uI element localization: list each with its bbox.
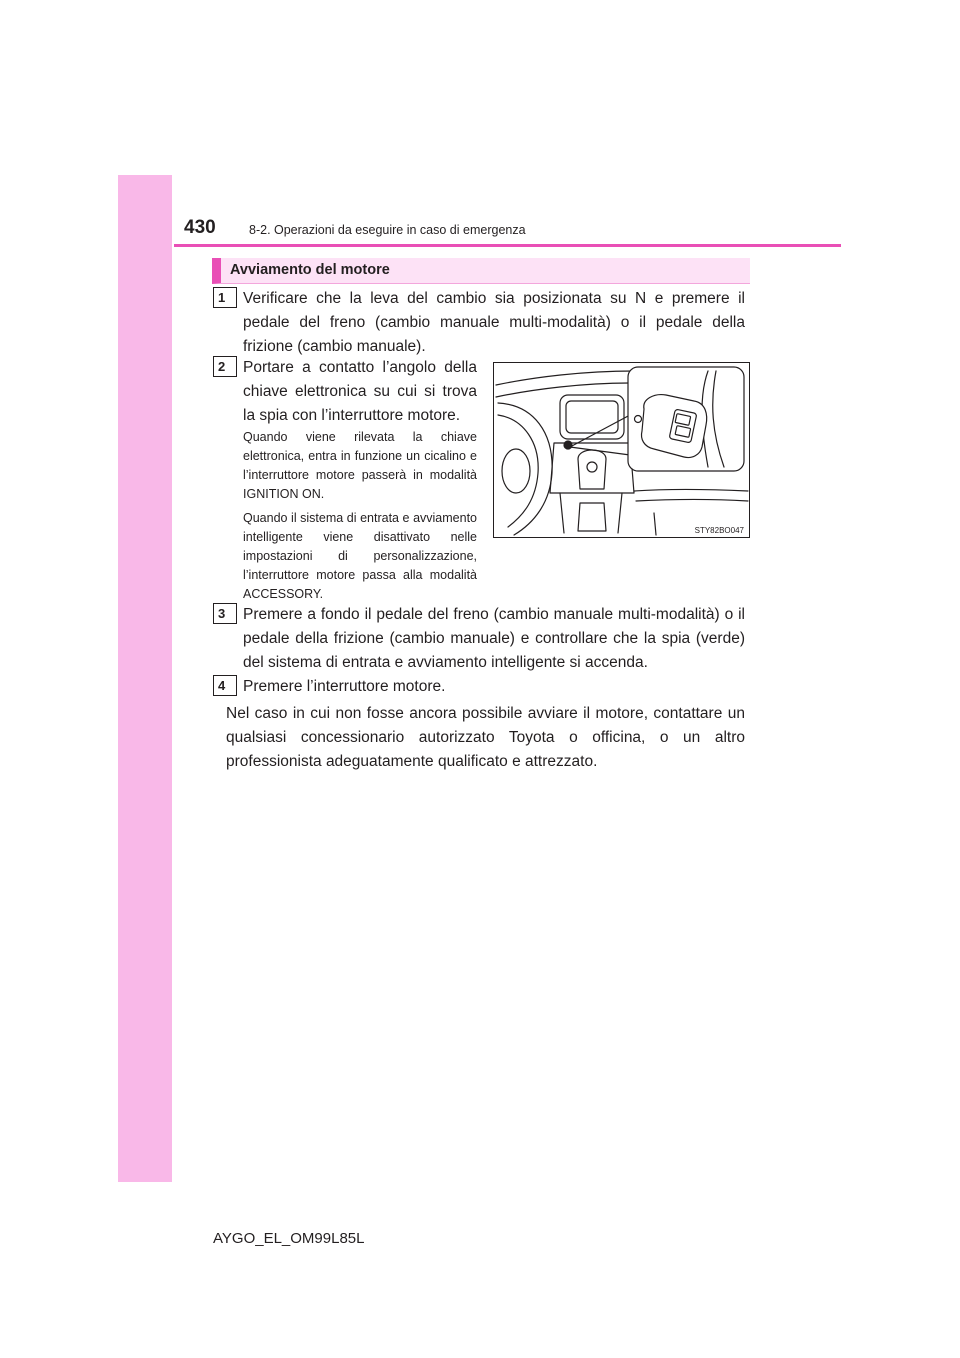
header-divider: [174, 244, 841, 247]
document-code: AYGO_EL_OM99L85L: [213, 1230, 365, 1247]
step-number-4: 4: [213, 675, 237, 696]
step-number-1: 1: [213, 287, 237, 308]
side-tab-band: [118, 175, 172, 1182]
dashboard-key-illustration: [493, 362, 750, 538]
dashboard-key-icon: [494, 363, 749, 537]
figure-code: STY82BO047: [694, 526, 744, 535]
step-number-2: 2: [213, 356, 237, 377]
page-number: 430: [184, 217, 216, 238]
step-2-note-2: Quando il sistema di entrata e avviamento intelligente viene disattivato nelle impostazioni di personalizzazione, l’interruttore motore passa alla modalità ACCESSORY.: [243, 511, 477, 601]
step-2-note-1: Quando viene rilevata la chiave elettronica, entra in funzione un cicalino e l’interruttore motore passerà in modalità IGNITION ON.: [243, 430, 477, 501]
step-1-text: Verificare che la leva del cambio sia posizionata su N e premere il pedale del freno (cambio manuale multi-modalità) o il pedale della frizione (cambio manuale).: [243, 290, 745, 355]
section-heading: Avviamento del motore: [212, 258, 750, 284]
step-2-text: Portare a contatto l’angolo della chiave elettronica su cui si trova la spia con l’interruttore motore.: [243, 359, 477, 424]
section-title: 8-2. Operazioni da eseguire in caso di emergenza: [249, 223, 526, 237]
step-4-text: Premere l’interruttore motore.: [243, 678, 446, 695]
step-3-text: Premere a fondo il pedale del freno (cambio manuale multi-modalità) o il pedale della frizione (cambio manuale) e controllare che la spia (verde) del sistema di entrata e avviamento intelligente si accenda.: [243, 606, 745, 671]
step-number-3: 3: [213, 603, 237, 624]
closing-paragraph: Nel caso in cui non fosse ancora possibile avviare il motore, contattare un qualsiasi concessionario autorizzato Toyota o officina, o un altro professionista adeguatamente qualificato e attrezzato.: [226, 705, 745, 770]
